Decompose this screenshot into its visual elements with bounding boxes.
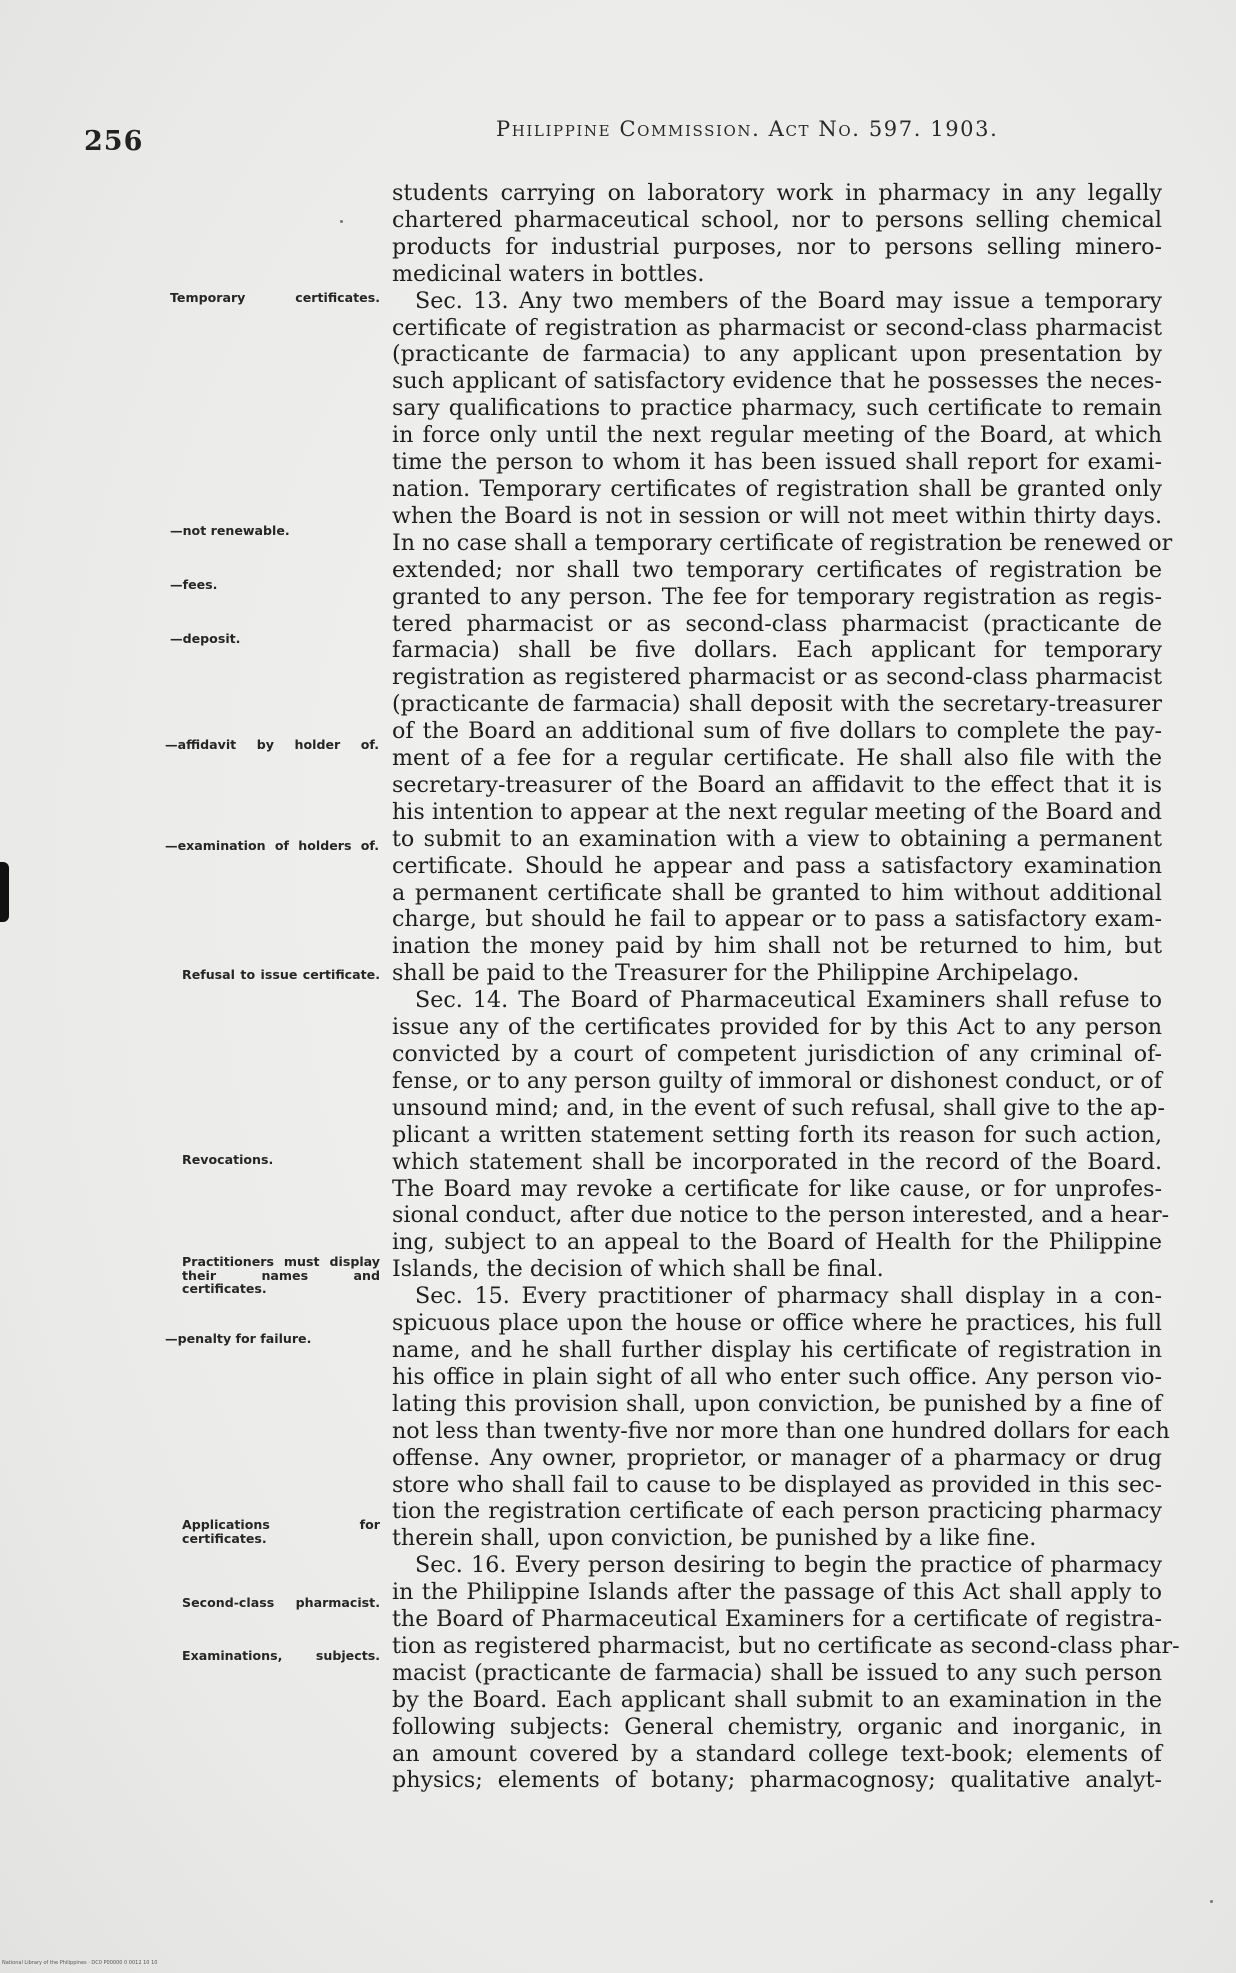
text-line: following subjects: General chemistry, organic and inorganic, in (392, 1713, 1162, 1740)
text-line: an amount covered by a standard college text-book; elements of (392, 1740, 1162, 1767)
text-line: his intention to appear at the next regular meeting of the Board and (392, 798, 1162, 825)
text-line: extended; nor shall two temporary certificates of registration be (392, 556, 1162, 583)
text-line: The Board may revoke a certificate for like cause, or for unprofes- (392, 1175, 1162, 1202)
margin-note-practitioners-display: Practitioners must display their names and certificates. (182, 1254, 380, 1296)
text-line: offense. Any owner, proprietor, or manager of a pharmacy or drug (392, 1444, 1162, 1471)
text-line: In no case shall a temporary certificate of registration be renewed or (392, 529, 1173, 556)
margin-note-affidavit: —affidavit by holder of. (165, 737, 379, 752)
scan-edge-mark (0, 862, 9, 922)
text-line: which statement shall be incorporated in the record of the Board. (392, 1148, 1162, 1175)
text-line: plicant a written statement setting forth its reason for such action, (392, 1121, 1162, 1148)
text-line: macist (practicante de farmacia) shall be issued to any such person (392, 1659, 1162, 1686)
text-line: ing, subject to an appeal to the Board of Health for the Philippine (392, 1229, 1162, 1256)
text-line: of the Board an additional sum of five dollars to complete the pay- (392, 718, 1162, 745)
text-line: certificate of registration as pharmacist or second-class pharmacist (392, 314, 1162, 341)
text-line: sional conduct, after due notice to the person interested, and a hear- (392, 1202, 1170, 1229)
text-line: Islands, the decision of which shall be final. (392, 1256, 884, 1283)
text-line-section-14: Sec. 14. The Board of Pharmaceutical Examiners shall refuse to (415, 987, 1162, 1014)
text-line: fense, or to any person guilty of immoral or dishonest conduct, or of (392, 1067, 1162, 1094)
text-line: certificate. Should he appear and pass a satisfactory examination (392, 852, 1162, 879)
text-line: lating this provision shall, upon conviction, be punished by a fine of (392, 1390, 1162, 1417)
text-line: physics; elements of botany; pharmacognosy; qualitative analyt- (392, 1767, 1162, 1794)
text-line: name, and he shall further display his certificate of registration in (392, 1336, 1162, 1363)
text-line: chartered pharmaceutical school, nor to persons selling chemical (392, 206, 1162, 233)
margin-note-penalty-for-failure: —penalty for failure. (165, 1331, 312, 1346)
text-line: issue any of the certificates provided for by this Act to any person (392, 1014, 1162, 1041)
text-line: convicted by a court of competent jurisdiction of any criminal of- (392, 1041, 1162, 1067)
text-line: spicuous place upon the house or office where he practices, his full (392, 1310, 1162, 1337)
text-line: tion as registered pharmacist, but no certificate as second-class phar- (392, 1632, 1180, 1659)
text-line: nation. Temporary certificates of registration shall be granted only (392, 475, 1162, 502)
text-line: unsound mind; and, in the event of such refusal, shall give to the ap- (392, 1094, 1165, 1121)
scan-speck (1210, 1900, 1213, 1903)
text-line: store who shall fail to cause to be displayed as provided in this sec- (392, 1471, 1162, 1498)
text-line: medicinal waters in bottles. (392, 260, 705, 287)
body-text (392, 180, 1180, 1794)
text-line: (practicante de farmacia) to any applicant upon presentation by (392, 341, 1162, 368)
margin-note-temporary-certificates: Temporary certificates. (170, 290, 380, 305)
text-line: not less than twenty-five nor more than one hundred dollars for each (392, 1417, 1170, 1444)
margin-note-deposit: —deposit. (170, 631, 241, 646)
text-line: (practicante de farmacia) shall deposit with the secretary-treasurer (392, 691, 1162, 718)
text-line: the Board of Pharmaceutical Examiners for a certificate of registra- (392, 1606, 1162, 1633)
text-line: registration as registered pharmacist or as second-class pharmacist (392, 664, 1162, 691)
text-line: such applicant of satisfactory evidence that he possesses the neces- (392, 368, 1162, 395)
text-line: in force only until the next regular meeting of the Board, at which (392, 422, 1162, 449)
scan-speck (340, 220, 343, 223)
text-line: charge, but should he fail to appear or to pass a satisfactory exam- (392, 906, 1162, 933)
margin-note-examinations-subjects: Examinations, subjects. (182, 1648, 380, 1663)
margin-note-examination-of-holders: —examination of holders of. (165, 838, 379, 853)
text-line: his office in plain sight of all who enter such office. Any person vio- (392, 1363, 1162, 1390)
running-head: Philippine Commission. Act No. 597. 1903. (496, 117, 999, 141)
text-line: products for industrial purposes, nor to persons selling minero- (392, 233, 1162, 260)
text-line: farmacia) shall be five dollars. Each applicant for temporary (392, 637, 1162, 664)
text-line: in the Philippine Islands after the passage of this Act shall apply to (392, 1579, 1162, 1606)
text-line: students carrying on laboratory work in pharmacy in any legally (392, 180, 1162, 206)
margin-note-applications-for-certificates: Applications for certificates. (182, 1517, 380, 1546)
margin-note-second-class-pharmacist: Second-class pharmacist. (182, 1595, 380, 1610)
text-line: secretary-treasurer of the Board an affidavit to the effect that it is (392, 771, 1162, 798)
text-line: by the Board. Each applicant shall submit to an examination in the (392, 1686, 1162, 1713)
text-line: therein shall, upon conviction, be punished by a like fine. (392, 1525, 1037, 1552)
text-line: to submit to an examination with a view to obtaining a permanent (392, 825, 1162, 852)
text-line-section-15: Sec. 15. Every practitioner of pharmacy shall display in a con- (415, 1283, 1162, 1310)
text-line: tered pharmacist or as second-class pharmacist (practicante de (392, 610, 1162, 637)
text-line: granted to any person. The fee for temporary registration as regis- (392, 583, 1162, 610)
text-line: ination the money paid by him shall not be returned to him, but (392, 933, 1162, 960)
text-line: sary qualifications to practice pharmacy, such certificate to remain (392, 395, 1162, 422)
text-line: time the person to whom it has been issued shall report for exami- (392, 449, 1162, 476)
text-line: tion the registration certificate of each person practicing pharmacy (392, 1498, 1162, 1525)
text-line: when the Board is not in session or will not meet within thirty days. (392, 502, 1162, 529)
margin-note-not-renewable: —not renewable. (170, 523, 290, 538)
margin-note-refusal-to-issue: Refusal to issue certificate. (182, 967, 380, 982)
text-line: shall be paid to the Treasurer for the Philippine Archipelago. (392, 960, 1080, 987)
scan-footer: National Library of the Philippines · DC0 P00000 0 0012 10 10 (2, 1960, 158, 1966)
margin-note-revocations: Revocations. (182, 1152, 274, 1167)
text-line-section-13: Sec. 13. Any two members of the Board may issue a temporary (415, 287, 1162, 314)
text-line: ment of a fee for a regular certificate. He shall also file with the (392, 745, 1162, 772)
page-number: 256 (84, 126, 144, 157)
margin-note-fees: —fees. (170, 577, 218, 592)
text-line-section-16: Sec. 16. Every person desiring to begin the practice of pharmacy (415, 1552, 1162, 1579)
text-line: a permanent certificate shall be granted to him without additional (392, 879, 1162, 906)
